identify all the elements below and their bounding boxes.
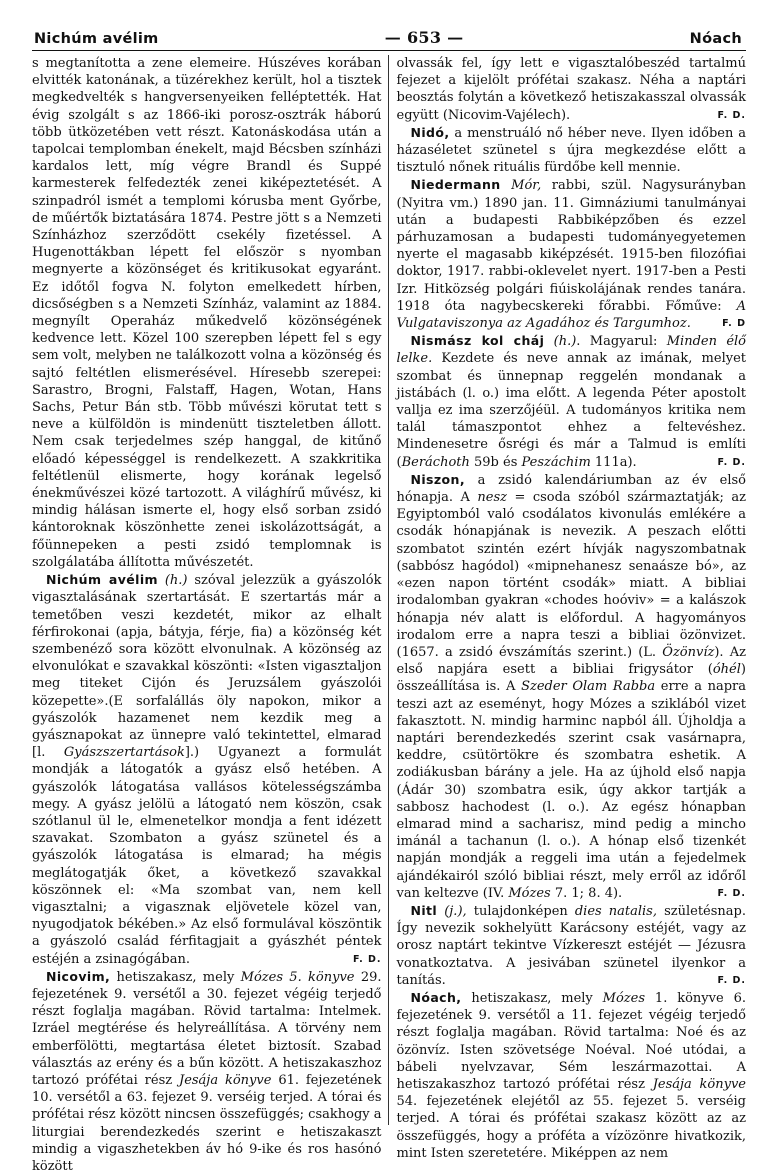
entry-text: 1. könyve 6. fejezetének 9. versétől a 11. fejezet végéig terjedő részt foglalja magában. Rövid tartalma: Noé és az özönvíz. Isten szövetsége Noéval. Noé utódai, a bábeli nyelvzavar, Sém leszármazottai. A hetiszakaszhoz tartozó prófétai rész xyxy=(396,990,746,1092)
entry-text: a zsidó kalendáriumban az év első hónapja. A xyxy=(396,472,746,506)
entry-text: . Magyarul: xyxy=(576,334,667,350)
entry-text: 61. fejezetének 10. versétől a 63. fejezet 9. verséig terjed. A tórai és prófétai rész között nincsen összefüggés; csakhogy a liturgiai berendezkedés szerint e hetiszakaszt mindig a vigaszhetekben áv hó 9-ike és ros hasónó között xyxy=(32,1072,382,1174)
entry-text: szóval jelezzük a gyászolók vigasztalásának szertartását. E szertartás már a temetőben veszi kezdetét, mikor az elhalt férfirokonai (apja, bátyja, férje, fia) a közönség két szembenéző sora között elvonulnak. A közönség az elvonulókat e szavakkal köszönti: «Isten vigasztaljon meg titeket Cijón és Jeruzsálem gyászolói közepette».(E sorfalállás öly napokon, mikor a gyászolók hazamenet nem kezdik meg a gyásznapokat az ünnepre való tekintettel, elmarad [l. xyxy=(32,573,382,761)
entry-headword: Nóach, xyxy=(410,989,462,1005)
author-signature: F. D. xyxy=(352,953,382,965)
entry-niedermann xyxy=(397,176,747,332)
entry-headword: Nicovim, xyxy=(46,968,111,984)
continued-paragraph: s megtanította a zene elemeire. Húszéves korában elvitték katonának, a tüzérekhez került, hol a tisztek megkedvelték s hangversenyeiken felléptették. Hat évig szolgált s az 1866-iki porosz-osztrák háború több ütközetében vett részt. Katonáskodása után a tapolcai templomban énekelt, majd Bécsben színházi kardalos lett, míg végre Brandl és Suppé karmesterek felfedezték zenei kiképeztetését. A szinpadról ismét a templomi kórusba ment Győrbe, de műértők biztatására 1874. Pestre jött s a Nemzeti Színházhoz szerződött csekély fizetéssel. A Hugenottákban lépett fel először s nyomban megnyerte a közönséget és kritikusokat egyaránt. Ez időtől fogva N. folyton emelkedett hírben, dicsőségben s a Nemzeti Színház, valamint az 1884. megnyílt Operaház műkedvelő közönségének kedvence lett. Közel 100 szerepben lépett fel s egy sem volt, melyben ne találkozott volna a közönség és sajtó feltétlen elismerésével. Híresebb szerepei: Sarastro, Brogni, Falstaff, Hagen, Wotan, Hans Sachs, Petur Bán stb. Több művészi körutat tett s neve a külföldön is mindenütt tiszteletben állott. Nem csak terjedelmes szép hanggal, de kitűnő előadó képességgel is rendelkezett. A szakkritika feltétlenül elismerte, hogy korának legelső énekművészei közé tartozott. A világhírű művész, ki mindig hálásan ismerte el, hogy első sorban zsidó kántoroknak köszönhette zenei iskolázottságát, a főünnepeken a pesti zsidó templomnak is szolgálatába állította művészetét. xyxy=(32,56,382,570)
term: óhél xyxy=(712,662,741,678)
latin-term: dies natalis, xyxy=(574,903,657,919)
entry-text: 111a). xyxy=(590,454,637,470)
entry-text: Kezdete és neve annak az imának, melyet szombat és ünnepnap reggelén mondanak a jistábách (l. o.) ima előtt. A legenda Péter apostolt vallja ez ima szerzőjéül. A tudományos kritika nem talál támaszpontot ehhez a feltevéshez. Mindenesetre ősrégi és már a Talmud is említi ( xyxy=(396,351,746,470)
book-reference: Jesája könyve xyxy=(652,1076,747,1092)
entry-headword: Nismász kol cháj xyxy=(410,333,545,349)
right-column xyxy=(396,55,747,1161)
entry-text: 29. fejezetének 9. versétől a 30. fejezet végéig terjedő részt foglalja magában. Rövid tartalma: Intelmek. Izráel megtérése és helyreállítása. A törvény nem emberfölötti, megtartása életet biztosít. Szabad választás az erény és a bűn között. A hetiszakaszhoz tartozó prófétai rész xyxy=(32,969,382,1088)
two-column-body xyxy=(32,55,747,1174)
entry-text: ) összeállítása is. A xyxy=(396,662,746,695)
entry-headword: Niedermann xyxy=(410,177,501,193)
running-header xyxy=(32,28,746,51)
entry-text: rabbi, szül. Nagysurányban (Nyitra vm.) 1890 jan. 11. Gimnáziumi tanulmányai után a budapesti Rabbiképzőben és ezzel párhuzamosan a budapesti tudományegyetemen nyerte el magasabb kiképzését. 1915-ben filozófiai doktor, 1917. rabbi-oklevelet nyert. 1917-ben a Pesti Izr. Hitközség polgári fiúiskolájának rendes tanára. 1918 óta nagybecskereki főrabbi. Főműve: xyxy=(396,178,746,314)
language-tag: (h.) xyxy=(553,334,577,350)
book-reference: Szeder Olam Rabba xyxy=(521,679,656,695)
entry-text: tulajdonképen xyxy=(466,903,575,919)
continued-paragraph xyxy=(397,55,747,124)
entry-nicovim xyxy=(32,968,382,1175)
entry-headword: Nidó, xyxy=(410,124,450,140)
header-right-keyword: Nóach xyxy=(689,31,742,47)
entry-text: hetiszakasz, mely xyxy=(110,969,241,985)
entry-text: hetiszakasz, mely xyxy=(461,990,603,1006)
term: nesz xyxy=(477,490,507,506)
entry-text: 7. 1; 8. 4). xyxy=(550,885,623,901)
translation: Minden élő lelke. xyxy=(396,334,746,367)
entry-text: ].) Ugyanezt a formulát mondják a látogatók a gyász első hetében. A gyászolók látogatása vallásos kötelességszámba megy. A gyász jelölü a látogató nem köszön, csak szótlanul ül le, elmenetelkor mondja a fent idézett szavakat. Szombaton a gyász szünetel és a gyászolók látogatása is elmarad; ha mégis meglátogatják őket, a következő szavakkal köszönnek el: «Ma szombat van, nem kell vigasztalni; a vigasznak eljövetele közel van, nyugodjatok békében.» Az első formulával köszöntik a gyászoló család férfitagjait a gyászhét péntek estéjén a zsinagógában. xyxy=(32,745,382,967)
book-reference: Mózes xyxy=(508,885,551,901)
entry-text: olvassák fel, így lett e vigasztalóbeszéd tartalmú fejezet a kijelölt prófétai szakasz. Néha a naptári beosztás folytán a következő hetiszakasszal olvassák együtt (Nicovim-Vajélech). xyxy=(396,56,746,123)
author-signature: F. D. xyxy=(717,456,746,468)
entry-text: erre a napra teszi azt az eseményt, hogy Mózes a sziklából vizet fakasztott. N. mindig harminc napból áll. Újholdja a naptári berendezkedés szerint csak vasárnapra, keddre, csütörtökre és szombatra eshetik. A zodiákusban bárány a jele. Ha az újhold első napja (Ádár 30) szombatra esik, úgy akkor tartják a sabbosz hachodest (l. o.). Az egész hónapban elmarad mind a sacharisz, mind pedig a mincho imánál a tachanun (l. o.). A hónap első tizenkét napján mondják a reggeli ima után a fejedelmek ajándékairól szóló bibliai részt, mely erről az időről van keltezve (IV. xyxy=(396,679,746,901)
entry-nichum-avelim xyxy=(32,571,382,968)
entry-text: 54. fejezetének elejétől az 55. fejezet 5. verséig terjed. A tórai és prófétai szakasz között az az összefüggés, hogy a próféta a vízözönre hivatkozik, mint Isten szeretetére. Miképpen az nem xyxy=(396,1094,746,1161)
entry-text: születésnap. Így nevezik sokhelyütt Karácsony estéjét, vagy az orosz naptárt tekintve Vízkereszt estéjét — Jézusra vonatkoztatva. A jesivában szünetel ilyenkor a tanítás. xyxy=(396,903,746,988)
cross-reference: Özönvíz xyxy=(662,644,715,660)
author-signature: F. D. xyxy=(717,974,746,986)
entry-headword: Niszon, xyxy=(410,471,465,487)
book-reference: Mózes xyxy=(602,990,646,1006)
entry-nido xyxy=(397,124,747,177)
entry-nismasz-kol-chaj xyxy=(397,332,747,471)
entry-headword: Nichúm avélim xyxy=(46,572,158,588)
author-signature: F. D. xyxy=(717,887,746,899)
entry-niszon xyxy=(397,471,747,902)
book-reference: Mózes 5. könyve xyxy=(240,969,355,985)
book-reference: Beráchoth xyxy=(401,454,470,470)
author-signature: F. D xyxy=(722,318,746,330)
book-reference: Jesája könyve xyxy=(178,1072,272,1088)
author-signature: F. D. xyxy=(717,109,746,121)
book-reference: Peszáchim xyxy=(521,454,591,470)
first-name: Mór, xyxy=(511,178,542,194)
entry-text: 59b és xyxy=(469,454,522,470)
language-tag: (j.), xyxy=(444,903,467,919)
entry-headword: Nitl xyxy=(410,902,438,918)
language-tag: (h.) xyxy=(164,573,188,589)
cross-reference: Gyászszertartások xyxy=(63,745,185,761)
entry-text: a menstruáló nő héber neve. Ilyen időben a házaséletet szünetel s újra megkezdése előtt a tisztuló nőnek rituális fürdőbe kell mennie. xyxy=(396,125,746,176)
left-column xyxy=(32,55,389,1174)
entry-noach xyxy=(397,989,747,1162)
work-title: A Vulgataviszonya az Agadához és Targumhoz. xyxy=(396,298,746,332)
entry-text: = csoda szóból származtatják; az Egyiptomból való csodálatos kivonulás emlékére a csodák hónapjának is nevezik. A peszach előtti szombatot szintén ezért hívják nagyszombatnak (sabbósz hagódol) «mipnehanesz senaásze bó», az «ezen napon történt csodák» miatt. A bibliai irodalomban gyakran «chodes hoóviv» = a kalászok hónapja név alatt is előfordul. A hagyományos irodalom erre a napra teszi a bibliai özönvizet. (1657. a zsidó évszámítás szerint.) (L. xyxy=(396,490,746,660)
entry-nitl xyxy=(397,902,747,989)
page-number: — 653 — xyxy=(384,28,464,47)
entry-text: ). Az első napjára esett a bibliai frigysátor ( xyxy=(396,644,746,678)
header-left-keyword: Nichúm avélim xyxy=(34,31,159,47)
